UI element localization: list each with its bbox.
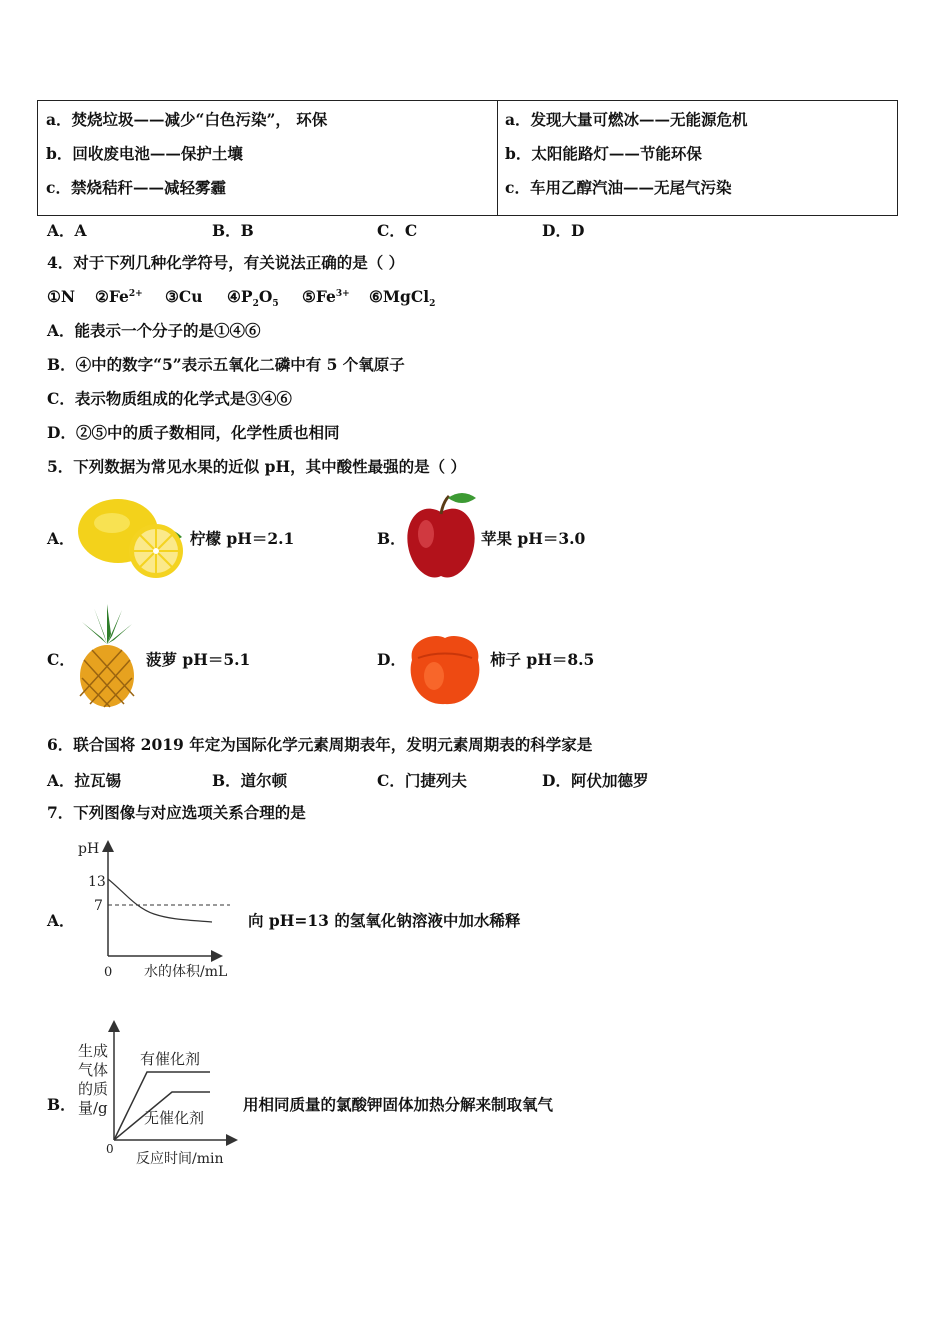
table-left-item: b．回收废电池——保护土壤 (46, 144, 243, 163)
curve-label-catalyst: 有催化剂 (140, 1050, 201, 1068)
q7-option-a-letter[interactable]: A． (47, 911, 75, 930)
q4-stem: 4．对于下列几种化学符号，有关说法正确的是（ ） (47, 253, 405, 272)
q5-stem: 5．下列数据为常见水果的近似 pH，其中酸性最强的是（ ） (47, 457, 467, 476)
symbol-mgcl2: ⑥MgCl$_2$ (369, 287, 436, 310)
table-left-item: c．禁烧秸秆——减轻雾霾 (46, 178, 226, 197)
ph-dilution-graph (72, 836, 247, 990)
apple-icon (404, 490, 478, 582)
q3-options (47, 219, 647, 239)
q5-option-c-letter[interactable]: C． (47, 650, 75, 669)
pineapple-icon (74, 604, 140, 708)
q4-option-d[interactable]: D．②⑤中的质子数相同，化学性质也相同 (47, 423, 340, 442)
lemon-icon (72, 493, 188, 583)
option-c[interactable]: C．门捷列夫 (377, 771, 467, 790)
graph-origin: 0 (106, 1142, 114, 1156)
option-b[interactable]: B．道尔顿 (212, 771, 288, 790)
persimmon-icon (404, 630, 486, 708)
symbol-cu: ③Cu (165, 287, 203, 306)
q5-option-d-label: 柿子 pH＝8.5 (490, 650, 595, 669)
q7-option-b-text: 用相同质量的氯酸钾固体加热分解来制取氧气 (243, 1095, 554, 1114)
graph-ylabel-line: 气体 (78, 1061, 109, 1079)
q5-option-a-label: 柠檬 pH＝2.1 (190, 529, 295, 548)
graph-tick-7: 7 (94, 898, 103, 914)
table-right-item: a．发现大量可燃冰——无能源危机 (505, 110, 748, 129)
option-d[interactable]: D．阿伏加德罗 (542, 771, 649, 790)
q5-option-d-letter[interactable]: D． (377, 650, 406, 669)
q4-option-c[interactable]: C．表示物质组成的化学式是③④⑥ (47, 389, 292, 408)
graph-tick-13: 13 (88, 874, 106, 890)
catalyst-graph (72, 1020, 242, 1174)
q4-option-a[interactable]: A．能表示一个分子的是①④⑥ (47, 321, 261, 340)
q5-option-c-label: 菠萝 pH＝5.1 (146, 650, 251, 669)
q4-symbols (47, 287, 647, 309)
symbol-fe3: $⑤Fe^{3+}$ (302, 287, 350, 306)
q7-option-b-letter[interactable]: B． (47, 1095, 76, 1114)
symbol-n: ①N (47, 287, 76, 306)
table-right-item: c．车用乙醇汽油——无尾气污染 (505, 178, 732, 197)
graph-ylabel-line: 量/g (78, 1099, 108, 1117)
graph-ylabel: pH (78, 841, 100, 857)
q7-stem: 7．下列图像与对应选项关系合理的是 (47, 803, 306, 822)
option-a[interactable]: A．A (47, 221, 87, 240)
option-d[interactable]: D．D (542, 221, 585, 240)
q6-stem: 6．联合国将 2019 年定为国际化学元素周期表年，发明元素周期表的科学家是 (47, 735, 593, 754)
curve-label-no-catalyst: 无催化剂 (144, 1109, 205, 1127)
graph-xlabel: 水的体积/mL (144, 964, 228, 980)
symbol-p2o5: $④P_2O_5$ (227, 287, 279, 310)
q5-option-a-letter[interactable]: A． (47, 529, 75, 548)
q7-option-a-text: 向 pH=13 的氢氧化钠溶液中加水稀释 (248, 911, 521, 930)
q5-option-b-label: 苹果 pH＝3.0 (481, 529, 586, 548)
option-b[interactable]: B．B (212, 221, 254, 240)
q5-option-b-letter[interactable]: B． (377, 529, 406, 548)
q3-table (37, 100, 898, 216)
option-c[interactable]: C．C (377, 221, 418, 240)
table-divider (497, 101, 498, 215)
graph-xlabel: 反应时间/min (136, 1151, 224, 1167)
option-a[interactable]: A．拉瓦锡 (47, 771, 122, 790)
q6-options (47, 769, 747, 789)
symbol-fe2: $②Fe^{2+}$ (95, 287, 143, 306)
table-left-item: a．焚烧垃圾——减少“白色污染”， 环保 (46, 110, 328, 129)
graph-origin: 0 (104, 965, 113, 980)
q4-option-b[interactable]: B．④中的数字“5”表示五氧化二磷中有 5 个氧原子 (47, 355, 405, 374)
table-right-item: b．太阳能路灯——节能环保 (505, 144, 702, 163)
graph-ylabel-line: 的质 (78, 1080, 109, 1098)
graph-ylabel-line: 生成 (78, 1042, 109, 1060)
